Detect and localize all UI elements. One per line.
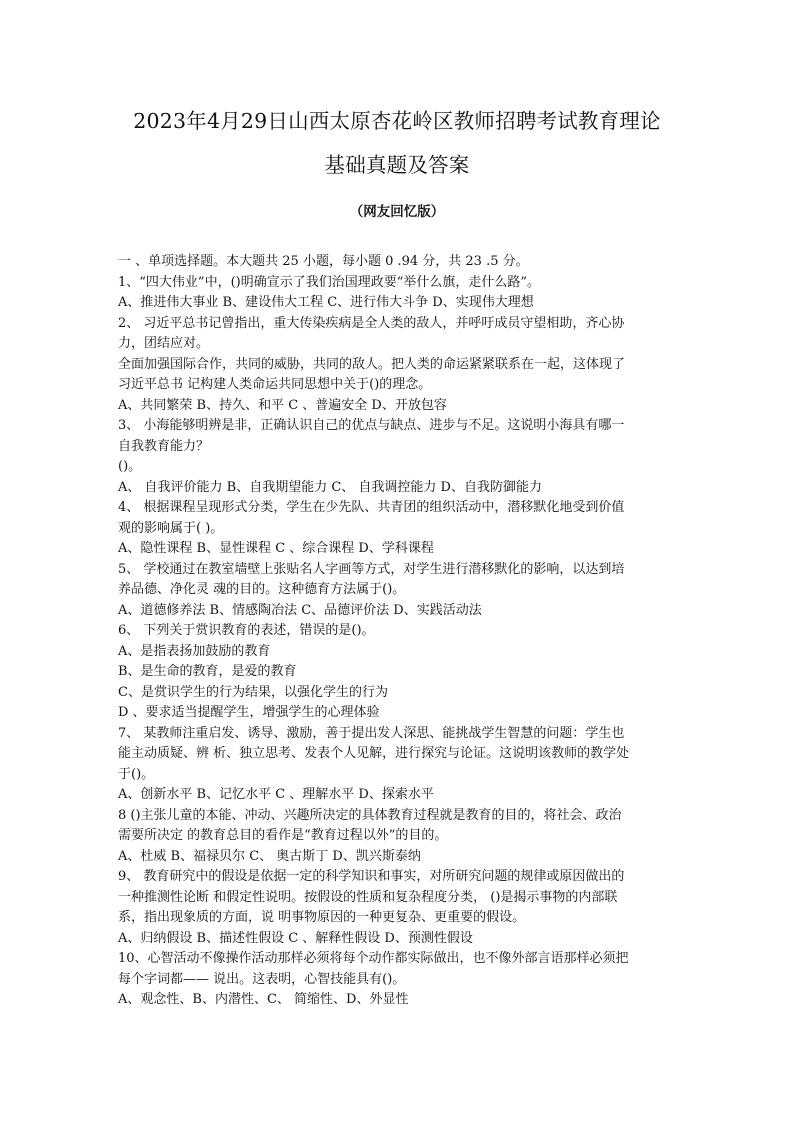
question-5-text: 养品德、净化灵 魂的目的。这种德育方法属于()。 bbox=[118, 582, 406, 597]
question-9-text: 系，指出现象质的方面，说 明事物原因的一种更复杂、更重要的假设。 bbox=[118, 910, 526, 925]
question-6-text: 6、 下列关于赏识教育的表述，错误的是()。 bbox=[118, 623, 375, 638]
question-7-text: 能主动质疑、辨 析、独立思考、发表个人见解，进行探究与论证。这说明该教师的教学处 bbox=[118, 746, 630, 761]
question-7-text: 7、 某教师注重启发、诱导、激励，善于提出发人深思、能挑战学生智慧的问题：学生也 bbox=[118, 725, 625, 741]
question-3-options: A、 自我评价能力 B、自我期望能力 C、 自我调控能力 D、自我防御能力 bbox=[118, 479, 542, 495]
question-4-text: 观的影响属于( )。 bbox=[118, 520, 224, 536]
question-9-text: 一种推测性论断 和假定性说明。按假设的性质和复杂程度分类， ()是揭示事物的内部联 bbox=[118, 889, 618, 905]
question-3-text: 3、 小海能够明辨是非，正确认识自己的优点与缺点、进步与不足。这说明小海具有哪一 bbox=[118, 418, 625, 433]
question-4-options: A、隐性课程 B、显性课程 C 、综合课程 D、学科课程 bbox=[118, 541, 434, 556]
question-2-text: 2、 习近平总书记曾指出，重大传染疾病是全人类的敌人，并呼吁成员守望相助，齐心协 bbox=[118, 315, 625, 331]
question-5-options: A、道德修养法 B、情感陶冶法 C、品德评价法 D、实践活动法 bbox=[118, 602, 482, 618]
section-heading: 一 、单项选择题。本大题共 25 小题，每小题 0 .94 分，共 23 .5 分。 bbox=[118, 254, 529, 269]
question-9-text: 9、 教育研究中的假设是依据一定的科学知识和事实，对所研究问题的规律或原因做出的 bbox=[118, 869, 625, 884]
document-title-line-2: 基础真题及答案 bbox=[324, 153, 470, 177]
question-3-text: ()。 bbox=[118, 459, 142, 474]
question-5-text: 5、 学校通过在教室墙壁上张贴名人字画等方式，对学生进行潜移默化的影响，以达到培 bbox=[118, 561, 625, 577]
question-4-text: 4、 根据课程呈现形式分类，学生在少先队、共青团的组织活动中，潜移默化地受到价值 bbox=[118, 500, 625, 515]
document-title-line-1: 2023年4月29日山西太原杏花岭区教师招聘考试教育理论 bbox=[133, 109, 661, 133]
question-2-text: 全面加强国际合作，共同的威胁，共同的敌人。把人类的命运紧紧联系在一起，这体现了 bbox=[118, 356, 626, 372]
question-10-options: A、观念性、B、内潜性、C、 简缩性、D、外显性 bbox=[118, 992, 409, 1007]
question-7-options: A、创新水平 B、记忆水平 C 、理解水平 D、探索水平 bbox=[118, 787, 434, 802]
question-6-option-d: D 、要求适当提醒学生，增强学生的心理体验 bbox=[118, 705, 380, 720]
question-8-options: A、杜威 B、福禄贝尔 C、 奥古斯丁 D、凯兴斯泰纳 bbox=[118, 848, 421, 864]
document-subtitle: （网友回忆版） bbox=[349, 204, 445, 220]
question-8-text: 8 ()主张儿童的本能、冲动、兴趣所决定的具体教育过程就是教育的目的，将社会、政治 bbox=[118, 807, 622, 823]
question-2-options: A、共同繁荣 B、持久、和平 C 、普遍安全 D、开放包容 bbox=[118, 397, 447, 413]
question-1-options: A、推进伟大事业 B、建设伟大工程 C、进行伟大斗争 D、实现伟大理想 bbox=[118, 295, 534, 310]
question-2-text: 习近平总书 记构建人类命运共同思想中关于()的理念。 bbox=[118, 377, 432, 392]
question-1-text: 1、“四大伟业”中，()明确宣示了我们治国理政要“举什么旗，走什么路”。 bbox=[118, 274, 540, 290]
question-2-text: 力，团结应对。 bbox=[118, 336, 210, 351]
question-10-text: 每个字词都—— 说出。这表明，心智技能具有()。 bbox=[118, 971, 406, 987]
question-7-text: 于()。 bbox=[118, 766, 155, 782]
question-6-option-b: B、是生命的教育，是爱的教育 bbox=[118, 664, 297, 679]
question-6-option-c: C、是赏识学生的行为结果，以强化学生的行为 bbox=[118, 684, 388, 700]
question-8-text: 需要所决定 的教育总目的看作是“教育过程以外”的目的。 bbox=[118, 828, 448, 843]
document-body bbox=[118, 252, 678, 1011]
question-3-text: 自我教育能力？ bbox=[118, 438, 210, 454]
question-6-option-a: A、是指表扬加鼓励的教育 bbox=[118, 643, 271, 659]
question-9-options: A、归纳假设 B、描述性假设 C 、解释性假设 D、预测性假设 bbox=[118, 930, 473, 946]
question-10-text: 10、心智活动不像操作活动那样必须将每个动作都实际做出，也不像外部言语那样必须把 bbox=[118, 951, 629, 966]
